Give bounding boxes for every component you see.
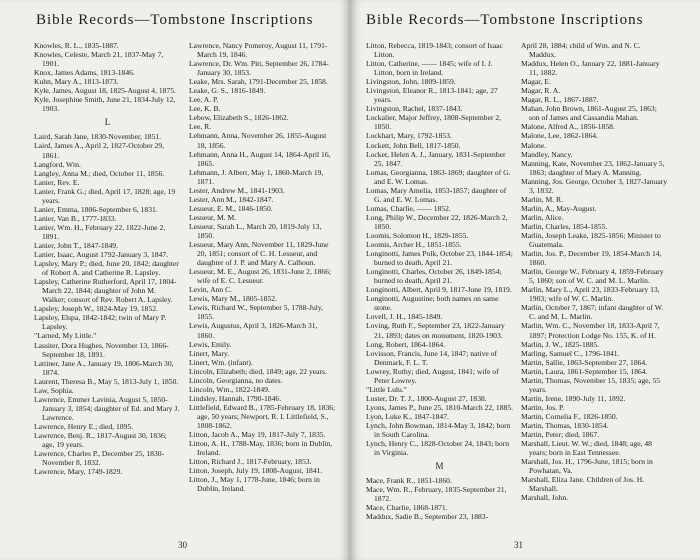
record-entry: Knowles, Celeste, March 21, 1837-May 7, 1901.	[34, 50, 164, 69]
record-entry: Kuhn, Mary A., 1813-1873.	[34, 77, 119, 87]
record-entry: Marlin, Alice.	[521, 212, 564, 222]
record-entry: Lovisson, Francis, June 14, 1847; native of Denmark, F. L. T.	[366, 348, 497, 367]
record-entry: Law, Sophia.	[34, 385, 74, 395]
record-entry: Martin, Laura, 1861-September 15, 1864.	[521, 366, 648, 376]
record-entry: Maddux, Sadie B., September 23, 1883-	[366, 512, 489, 522]
record-entry: April 28, 1884; child of Wm. and N. C. Maddux.	[521, 41, 641, 60]
record-entry: Martin, Cornelia F., 1826-1850.	[521, 411, 618, 421]
record-entry: Levin, Ann C.	[189, 285, 233, 295]
record-entry: Kyle, James, August 18, 1825-August 4, 1875.	[34, 86, 176, 96]
record-entry: Marshall, Eliza Jane. Children of Jos. H. Marshall.	[521, 475, 645, 494]
record-entry: Marlin, Joseph Leake, 1825-1856; Minister to Guatemala.	[521, 230, 661, 250]
record-entry: Marlin, M. R.	[521, 194, 563, 204]
record-entry: Lomas, Charlie, —— 1852.	[366, 203, 451, 213]
record-entry: Martin, Irene, 1890-July 11, 1892.	[521, 393, 626, 403]
columns	[34, 41, 338, 493]
record-entry: Litton, Jacob A., May 19, 1817-July 7, 1835.	[189, 430, 326, 440]
record-entry: Marlin, Wm. C., November 18, 1833-April 7, 1897; Protection Lodge No. 155, K. of H.	[521, 321, 660, 340]
record-entry: Lee, K. B.	[189, 104, 221, 114]
record-entry: Litton, Catherine, —— 1845; wife of I. J. Litton, born in Ireland.	[366, 59, 493, 78]
record-entry: Mace, Wm. R., February, 1835-September 21, 1872.	[366, 485, 507, 504]
record-entry: Malone, Alfred A., 1856-1858.	[521, 122, 615, 132]
record-entry: Long, Robert, 1864-1864.	[366, 339, 446, 349]
section-letter: M	[435, 461, 444, 472]
record-entry: Mandley, Nancy.	[521, 149, 573, 159]
record-entry: Magar, R. A.	[521, 86, 561, 96]
record-entry: Lewis, Augustus, April 3, 1826-March 31, 1860.	[189, 321, 318, 340]
page-header: Bible Records—Tombstone Inscriptions	[366, 12, 644, 28]
record-entry: "Larned, My Little."	[34, 331, 97, 341]
record-entry: Marlin, Jos. P., December 19, 1854-March 14, 1860.	[521, 249, 662, 268]
left-page-column-1	[34, 41, 181, 493]
right-page	[350, 0, 700, 560]
columns	[366, 41, 688, 521]
record-entry: Lowrey, Ruthy; died, August, 1841; wife of Peter Lowrey.	[366, 366, 499, 385]
record-entry: Lanier, Frank G.; died, April 17, 1828; age, 19 years.	[34, 186, 176, 205]
right-page-column-1	[366, 41, 513, 521]
record-entry: Martin, Thomas, 1830-1854.	[521, 420, 609, 430]
record-entry: Longinotti, James Polk, October 23, 1844-1854; burned to death, April 21.	[366, 249, 513, 268]
record-entry: Litton, Rebecca, 1819-1843; consort of Isaac Litton.	[366, 41, 503, 60]
record-entry: Marlin, October 7, 1867; infant daughter of W. C. and M. L. Marlin.	[521, 303, 664, 322]
record-entry: Manning, Kate, November 23, 1862-January 5, 1863; daughter of Mary A. Manning.	[521, 158, 665, 177]
record-entry: Laird, Sarah Jane, 1830-November, 1851.	[34, 132, 162, 142]
record-entry: Loomis, Solomon H., 1829-1855.	[366, 230, 469, 240]
record-entry: Martin, Thomas, November 15, 1835; age, 55 years.	[521, 375, 661, 394]
record-entry: Livingston, Eleanor R., 1813-1841; age, 27 years.	[366, 86, 498, 105]
record-entry: Litton, A. H., 1788-May, 1836; born in Dublin, Ireland.	[189, 439, 333, 458]
record-entry: Lincoln, Elizabeth; died, 1849; age, 22 years.	[189, 366, 327, 376]
record-entry: Lewis, Richard W., September 5, 1788-July, 1855.	[189, 303, 324, 322]
record-entry: Lanier, John T., 1847-1849.	[34, 240, 118, 250]
record-entry: Lanier, Isaac, August 1792-January 3, 1847.	[34, 250, 169, 260]
record-entry: Litton, J., May 1, 1778-June, 1846; born in Dublin, Ireland.	[189, 475, 320, 494]
record-entry: Loomis, Archer H., 1851-1855.	[366, 240, 462, 250]
record-entry: Lomas, Georgianna, 1863-1869; daughter of G. and E. W. Lomas.	[366, 167, 511, 186]
record-entry: Lomas, Mary Amelia, 1853-1857; daughter of G. and E. W. Lomas.	[366, 185, 507, 204]
record-entry: Langford, Wm.	[34, 159, 81, 169]
record-entry: Lesueur, M. E., August 26, 1831-June 2, 1866; wife of E. C. Lesueur.	[189, 267, 332, 286]
record-entry: Lesueur, Sarah L., March 20, 1819-July 13, 1850.	[189, 221, 322, 240]
record-entry: Laird, James A., April 2, 1827-October 29, 1861.	[34, 141, 165, 160]
record-entry: Lee, R.	[189, 122, 212, 132]
record-entry: Longinotti, Albert, April 9, 1817-June 19, 1819.	[366, 285, 512, 295]
record-entry: Linert, Mary.	[189, 348, 230, 358]
record-entry: Mace, Frank R., 1851-1860.	[366, 476, 452, 486]
page-number: 30	[178, 540, 187, 550]
record-entry: "Little Lulu."	[366, 384, 407, 394]
record-entry: Loving, Ruth F., September 23, 1822-January 21, 1893; dates on monument, 1820-1903.	[366, 321, 505, 340]
record-entry: Lawrence, Nancy Pomeroy, August 11, 1791-March 19, 1846.	[189, 41, 328, 60]
record-entry: Lapsley, Mary P.; died, June 20, 1842; daughter of Robert A. and Catherine R. Lapsley.	[34, 259, 179, 278]
record-entry: Martin, Jos. P.	[521, 402, 565, 412]
record-entry: Lewis, Mary M., 1805-1852.	[189, 294, 277, 304]
record-entry: Lanier, Emma, 1806-September 6, 1831.	[34, 204, 158, 214]
record-entry: Litton, Richard J., 1817-February, 1853.	[189, 457, 312, 467]
right-page-column-2	[521, 41, 668, 521]
record-entry: Lawrence, Henry E.; died, 1895.	[34, 421, 134, 431]
record-entry: Linert, Wm. (infant).	[189, 357, 253, 367]
record-entry: Lynch, John Bowman, 1814-May 3, 1842; born in South Carolina.	[366, 420, 511, 440]
record-entry: Knox, James Adams, 1813-1846.	[34, 68, 135, 78]
record-entry: Marshall, Jos. H., 1796-June, 1815; born in Powhatan, Va.	[521, 457, 653, 476]
record-entry: Malone, Lee, 1862-1864.	[521, 131, 598, 141]
page-header: Bible Records—Tombstone Inscriptions	[36, 12, 314, 28]
record-entry: Marlin, J. W., 1825-1885.	[521, 339, 600, 349]
record-entry: Litton, Joseph, July 19, 1808-August, 1841.	[189, 466, 323, 476]
record-entry: Manning, Jos. George, October 3, 1827-January 3, 1832.	[521, 176, 668, 195]
record-entry: Lester, Ann M., 1842-1847.	[189, 194, 274, 204]
record-entry: Lindsley, Hannah, 1790-1846.	[189, 393, 282, 403]
record-entry: Littlefield, Edward B., 1785-February 18, 1836; age, 50 years; Newport, R. I. Littlefield, S., 1808-1862.	[189, 402, 336, 430]
record-entry: Lehmann, J. Albert, May 1, 1860-March 19, 1871.	[189, 167, 324, 186]
record-entry: Lesueur, Mary Ann, November 11, 1829-June 20, 1851; consort of C. H. Lesueur, and daughter of J. P. and Mary A. Calhoun.	[189, 240, 329, 268]
record-entry: Lassiter, Dora Hughes, November 13, 1866-September 18, 1891.	[34, 340, 169, 359]
record-entry: Marlin, Mary L., April 23, 1833-February 13, 1903; wife of W. C. Marlin.	[521, 285, 660, 304]
record-entry: Laurent, Theresa B., May 5, 1813-July 1, 1850.	[34, 376, 179, 386]
page-number: 31	[514, 540, 523, 550]
left-page-column-2	[189, 41, 336, 493]
record-entry: Lattiner, Jane A., January 19, 1806-March 30, 1874.	[34, 358, 174, 377]
record-entry: Maddux, Helen O., January 22, 1881-January 11, 1882.	[521, 59, 660, 78]
record-entry: Lanier, Van B., 1777-1833.	[34, 213, 117, 223]
record-entry: Locket, Helen A. J., January, 1831-September 25, 1847.	[366, 149, 506, 168]
record-entry: Lesueur, M. M.	[189, 212, 237, 222]
record-entry: Lee, A. P.	[189, 95, 219, 105]
record-entry: Marlin, Charles, 1854-1855.	[521, 221, 608, 231]
record-entry: Martin, Sallie, 1863-September 27, 1864.	[521, 357, 648, 367]
record-entry: Lehmann, Anna, November 26, 1855-August 18, 1856.	[189, 131, 327, 150]
record-entry: Leake, G. S., 1816-1849.	[189, 86, 266, 96]
record-entry: Leake, Mrs. Sarah, 1791-December 25, 1858.	[189, 77, 328, 87]
record-entry: Mahan, John Brown, 1861-August 25, 1863; son of James and Cassandia Mahan.	[521, 104, 657, 123]
record-entry: Lockalier, Major Jeffrey, 1808-September 2, 1850.	[366, 113, 502, 132]
record-entry: Lawrence, Charles P., December 25, 1830-November 8, 1832.	[34, 449, 165, 468]
record-entry: Lawrence, Emmer Lavinia, August 5, 1850-January 3, 1854; daughter of Ed. and Mary J. Lawrence.	[34, 394, 180, 422]
record-entry: Lyons, James P., June 25, 1810-March 22, 1885.	[366, 402, 514, 412]
record-entry: Lehmann, Anna H., August 14, 1864-April 16, 1865.	[189, 149, 331, 168]
record-entry: Knowles, R. L., 1835-1887.	[34, 41, 119, 50]
record-entry: Kyle, Josephine Smith, June 21, 1834-July 12, 1903.	[34, 95, 176, 114]
record-entry: Lanier, Rev. E.	[34, 177, 80, 187]
record-entry: Lesueur, E. M., 1846-1850.	[189, 203, 273, 213]
record-entry: Longinotti, Augustine; both names on same stone.	[366, 294, 499, 313]
record-entry: Lockhart, Mary, 1792-1853.	[366, 131, 452, 141]
record-entry: Longinotti, Charles, October 26, 1849-1854; burned to death, April 21.	[366, 267, 502, 286]
section-letter: L	[104, 117, 111, 128]
record-entry: Marling, Samuel C., 1796-1841.	[521, 348, 620, 358]
record-entry: Langley, Anna M.; died, October 11, 1856.	[34, 168, 165, 178]
record-entry: Lapsley, Catherine Rutherford, April 17, 1804-March 22, 1844; daughter of John M. Walker; consort of Rev. Robert A. Lapsley.	[34, 277, 177, 305]
record-entry: Lincoln, Georgianna, no dates.	[189, 375, 283, 385]
record-entry: Lebow, Elizabeth S., 1826-1862.	[189, 113, 289, 123]
record-entry: Lawrence, Dr. Wm. Pitt, September 26, 1784-January 30, 1853.	[189, 59, 329, 78]
record-entry: Martin, Peter; died, 1867.	[521, 430, 600, 440]
record-entry: Lawrence, Mary, 1749-1829.	[34, 467, 123, 477]
record-entry: Mace, Charlie, 1868-1871.	[366, 503, 448, 513]
record-entry: Magar, R. L., 1867-1887.	[521, 95, 599, 105]
record-entry: Magar, E.	[521, 77, 551, 87]
record-entry: Lanier, Wm. H., February 22, 1822-June 2, 1891.	[34, 222, 166, 241]
record-entry: Marshall, John.	[521, 493, 569, 503]
record-entry: Lockett, John Bell, 1817-1850.	[366, 140, 461, 150]
record-entry: Luster, Dr. T. J., 1800-August 27, 1838.	[366, 393, 487, 403]
record-entry: Marlin, George W., February 4, 1859-February 5, 1860; son of W. C. and M. L. Marlin.	[521, 267, 664, 286]
record-entry: Livingston, John, 1809-1859.	[366, 77, 456, 87]
record-entry: Lapsley, Elspa, 1842-1842; twin of Mary P. Lapsley.	[34, 313, 167, 332]
record-entry: Livingston, Rachel, 1837-1843.	[366, 104, 463, 114]
record-entry: Lovell, J. H., 1845-1849.	[366, 312, 443, 322]
record-entry: Malone.	[521, 140, 547, 150]
record-entry: Long, Philip W., December 22, 1826-March 2, 1850.	[366, 212, 508, 231]
record-entry: Lincoln, Wm., 1822-1849.	[189, 384, 270, 394]
record-entry: Lynch, Henry C., 1828-October 24, 1843; born in Virginia.	[366, 439, 509, 458]
record-entry: Marshall, Lieut. W. W.; died, 1848; age, 48 years; born in East Tennessee.	[521, 439, 652, 458]
record-entry: Lester, Andrew M., 1841-1903.	[189, 185, 285, 195]
record-entry: Lewis, Emily.	[189, 339, 232, 349]
record-entry: Lawrence, Benj. R., 1817-August 30, 1836; age, 19 years.	[34, 430, 167, 450]
record-entry: Marlin, A., May-August.	[521, 203, 597, 213]
record-entry: Lapsley, Joseph W., 1824-May 19, 1852.	[34, 304, 158, 314]
record-entry: Lyon, Luke K., 1847-1847.	[366, 411, 449, 421]
